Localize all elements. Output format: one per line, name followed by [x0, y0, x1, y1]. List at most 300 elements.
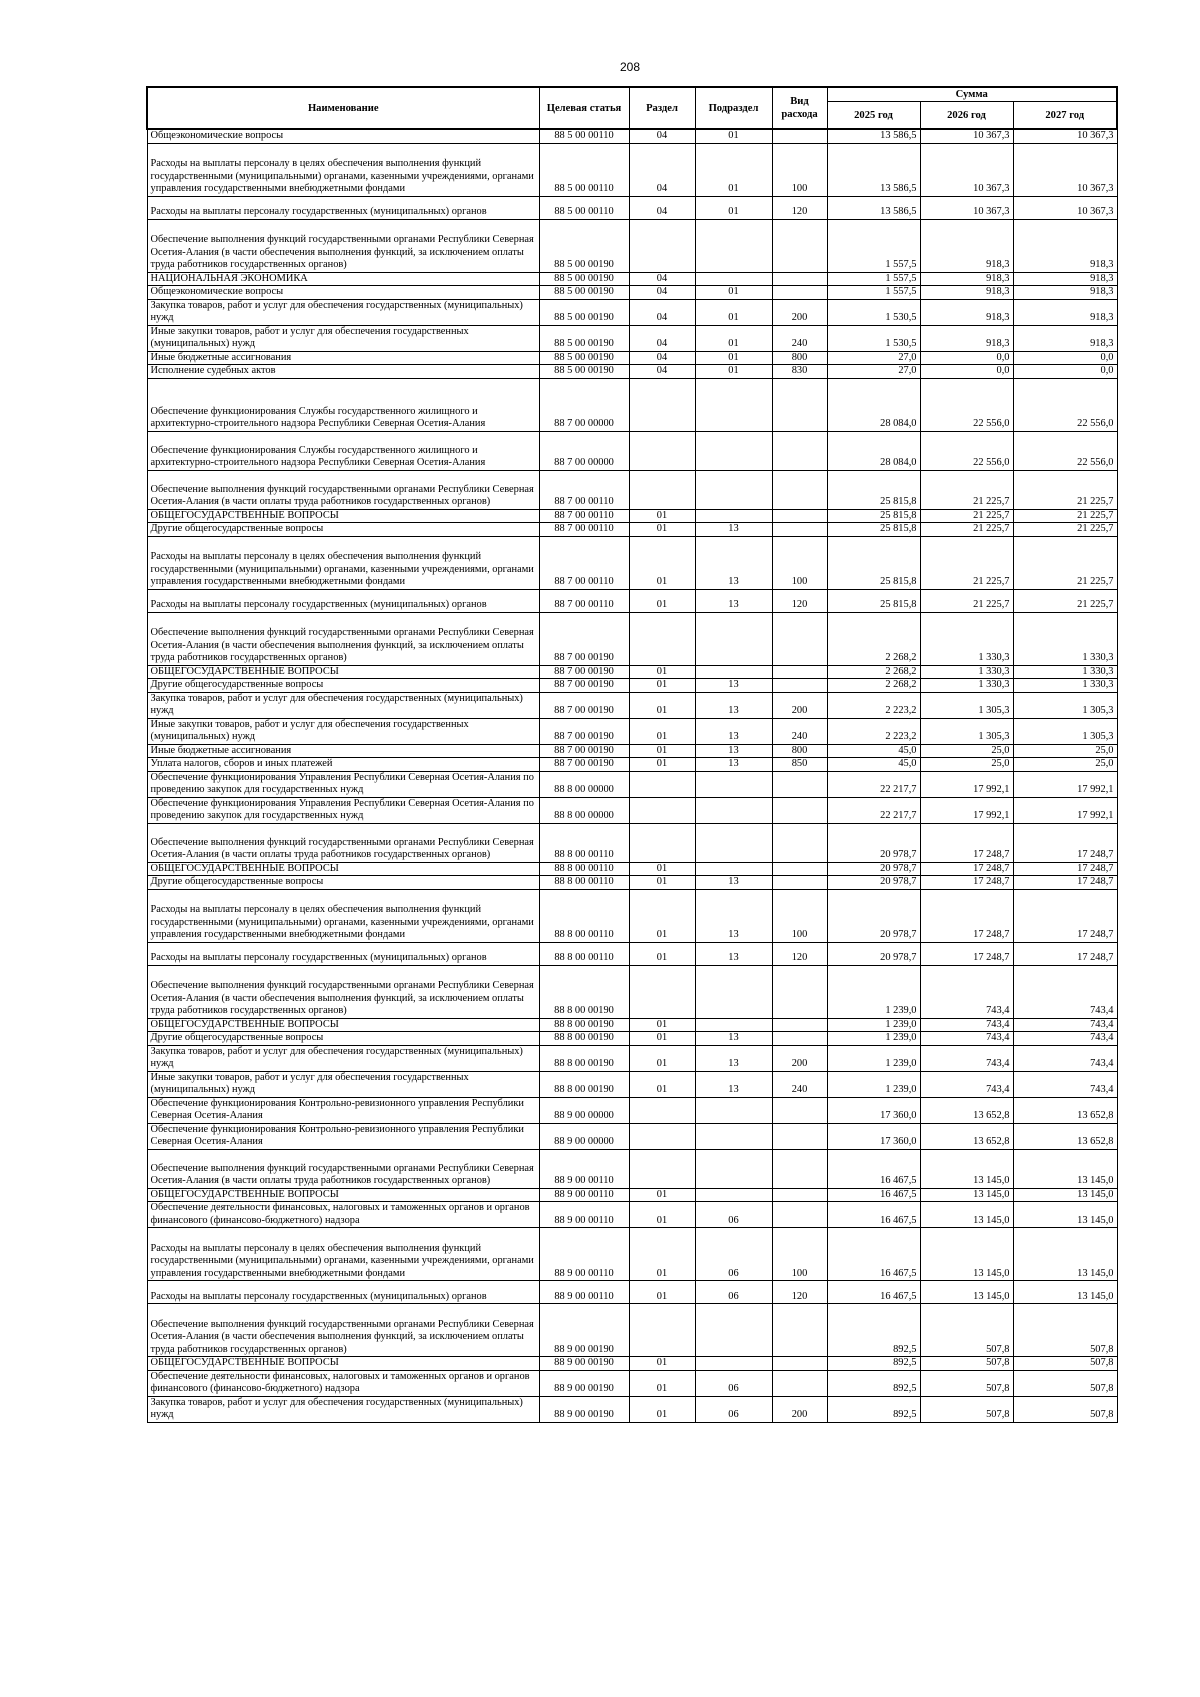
- row-code: 88 5 00 00110: [539, 129, 629, 143]
- row-value-2026: 17 248,7: [920, 942, 1013, 965]
- row-value-2025: 1 239,0: [827, 965, 920, 1018]
- row-value-2026: 918,3: [920, 272, 1013, 286]
- row-name: ОБЩЕГОСУДАРСТВЕННЫЕ ВОПРОСЫ: [147, 665, 539, 679]
- row-kind: 100: [772, 889, 827, 942]
- row-section: [629, 1123, 695, 1149]
- row-name: Обеспечение выполнения функций государственными органами Республики Северная Осетия-Алания (в части обеспечения выполнения функций, за исключением оплаты труда работников государственных органов): [147, 612, 539, 665]
- row-subsection: 13: [695, 536, 772, 589]
- table-body: [147, 129, 1117, 1422]
- row-value-2025: 16 467,5: [827, 1228, 920, 1281]
- row-subsection: [695, 509, 772, 523]
- table-row: [147, 1396, 1117, 1422]
- row-value-2026: 918,3: [920, 299, 1013, 325]
- row-value-2026: 10 367,3: [920, 129, 1013, 143]
- row-value-2026: 21 225,7: [920, 536, 1013, 589]
- row-subsection: 01: [695, 196, 772, 219]
- row-name: ОБЩЕГОСУДАРСТВЕННЫЕ ВОПРОСЫ: [147, 862, 539, 876]
- row-code: 88 7 00 00110: [539, 589, 629, 612]
- row-name: Обеспечение функционирования Службы государственного жилищного и архитектурно-строительного надзора Республики Северная Осетия-Алания: [147, 431, 539, 470]
- row-kind: [772, 797, 827, 823]
- row-value-2027: 17 248,7: [1013, 876, 1117, 890]
- row-value-2027: 507,8: [1013, 1357, 1117, 1371]
- row-value-2026: 1 305,3: [920, 692, 1013, 718]
- row-subsection: [695, 1188, 772, 1202]
- header-code: Целевая статья: [539, 87, 629, 129]
- row-name: Обеспечение функционирования Контрольно-ревизионного управления Республики Северная Осетия-Алания: [147, 1123, 539, 1149]
- row-subsection: [695, 965, 772, 1018]
- row-name: Обеспечение деятельности финансовых, налоговых и таможенных органов и органов финансового (финансово-бюджетного) надзора: [147, 1202, 539, 1228]
- row-name: Общеэкономические вопросы: [147, 129, 539, 143]
- row-name: Обеспечение выполнения функций государственными органами Республики Северная Осетия-Алания (в части обеспечения выполнения функций, за исключением оплаты труда работников государственных органов): [147, 219, 539, 272]
- row-section: 01: [629, 758, 695, 772]
- row-value-2025: 1 239,0: [827, 1018, 920, 1032]
- row-value-2026: 17 992,1: [920, 771, 1013, 797]
- row-value-2027: 17 992,1: [1013, 771, 1117, 797]
- row-kind: 240: [772, 718, 827, 744]
- row-kind: 100: [772, 536, 827, 589]
- row-value-2027: 743,4: [1013, 965, 1117, 1018]
- row-subsection: 13: [695, 744, 772, 758]
- row-kind: [772, 862, 827, 876]
- row-section: 01: [629, 889, 695, 942]
- row-value-2026: 1 330,3: [920, 612, 1013, 665]
- table-row: [147, 299, 1117, 325]
- header-2026: 2026 год: [920, 102, 1013, 130]
- row-value-2027: 13 145,0: [1013, 1228, 1117, 1281]
- row-subsection: [695, 1018, 772, 1032]
- table-row: [147, 536, 1117, 589]
- row-section: 01: [629, 509, 695, 523]
- table-row: [147, 744, 1117, 758]
- row-section: 01: [629, 876, 695, 890]
- row-kind: [772, 272, 827, 286]
- table-row: [147, 1018, 1117, 1032]
- row-value-2025: 1 530,5: [827, 299, 920, 325]
- row-value-2027: 918,3: [1013, 286, 1117, 300]
- row-code: 88 7 00 00190: [539, 612, 629, 665]
- row-code: 88 8 00 00190: [539, 1032, 629, 1046]
- row-value-2027: 743,4: [1013, 1018, 1117, 1032]
- row-code: 88 7 00 00190: [539, 758, 629, 772]
- row-section: 01: [629, 679, 695, 693]
- row-value-2027: 25,0: [1013, 744, 1117, 758]
- row-value-2025: 1 557,5: [827, 272, 920, 286]
- row-kind: 100: [772, 143, 827, 196]
- row-kind: 800: [772, 744, 827, 758]
- row-subsection: 13: [695, 589, 772, 612]
- row-value-2026: 507,8: [920, 1304, 1013, 1357]
- row-section: 01: [629, 1202, 695, 1228]
- table-row: [147, 758, 1117, 772]
- row-value-2026: 10 367,3: [920, 196, 1013, 219]
- row-value-2025: 892,5: [827, 1370, 920, 1396]
- table-row: [147, 509, 1117, 523]
- row-kind: [772, 470, 827, 509]
- row-code: 88 9 00 00000: [539, 1123, 629, 1149]
- row-code: 88 7 00 00190: [539, 744, 629, 758]
- row-name: Расходы на выплаты персоналу государственных (муниципальных) органов: [147, 589, 539, 612]
- row-value-2026: 21 225,7: [920, 589, 1013, 612]
- row-subsection: [695, 1123, 772, 1149]
- table-row: [147, 1357, 1117, 1371]
- row-value-2025: 45,0: [827, 758, 920, 772]
- row-value-2025: 2 268,2: [827, 612, 920, 665]
- row-subsection: 13: [695, 523, 772, 537]
- row-subsection: [695, 1149, 772, 1188]
- row-value-2027: 21 225,7: [1013, 589, 1117, 612]
- row-kind: 200: [772, 692, 827, 718]
- row-subsection: [695, 823, 772, 862]
- row-name: Обеспечение выполнения функций государственными органами Республики Северная Осетия-Алания (в части оплаты труда работников государственных органов): [147, 470, 539, 509]
- row-value-2025: 16 467,5: [827, 1202, 920, 1228]
- row-code: 88 9 00 00190: [539, 1357, 629, 1371]
- row-value-2027: 17 248,7: [1013, 823, 1117, 862]
- table-row: [147, 771, 1117, 797]
- row-value-2025: 1 557,5: [827, 219, 920, 272]
- row-subsection: 06: [695, 1370, 772, 1396]
- row-value-2025: 28 084,0: [827, 378, 920, 431]
- row-section: 01: [629, 942, 695, 965]
- row-value-2025: 25 815,8: [827, 589, 920, 612]
- row-value-2025: 28 084,0: [827, 431, 920, 470]
- row-code: 88 9 00 00110: [539, 1281, 629, 1304]
- row-subsection: 01: [695, 365, 772, 379]
- row-section: 04: [629, 286, 695, 300]
- row-section: 01: [629, 718, 695, 744]
- row-value-2026: 13 145,0: [920, 1281, 1013, 1304]
- row-code: 88 7 00 00190: [539, 679, 629, 693]
- table-row: [147, 365, 1117, 379]
- row-value-2025: 13 586,5: [827, 143, 920, 196]
- row-name: Обеспечение деятельности финансовых, налоговых и таможенных органов и органов финансового (финансово-бюджетного) надзора: [147, 1370, 539, 1396]
- row-value-2025: 20 978,7: [827, 876, 920, 890]
- row-kind: 200: [772, 1045, 827, 1071]
- row-value-2026: 1 305,3: [920, 718, 1013, 744]
- row-section: 04: [629, 129, 695, 143]
- row-section: 01: [629, 523, 695, 537]
- row-code: 88 9 00 00110: [539, 1202, 629, 1228]
- row-kind: [772, 523, 827, 537]
- row-subsection: 13: [695, 876, 772, 890]
- row-value-2025: 16 467,5: [827, 1149, 920, 1188]
- row-code: 88 7 00 00110: [539, 509, 629, 523]
- row-name: ОБЩЕГОСУДАРСТВЕННЫЕ ВОПРОСЫ: [147, 1018, 539, 1032]
- row-kind: [772, 1357, 827, 1371]
- row-code: 88 8 00 00110: [539, 942, 629, 965]
- row-subsection: [695, 665, 772, 679]
- table-row: [147, 470, 1117, 509]
- row-name: Иные закупки товаров, работ и услуг для обеспечения государственных (муниципальных) нужд: [147, 718, 539, 744]
- row-name: Расходы на выплаты персоналу в целях обеспечения выполнения функций государственными (муниципальными) органами, казенными учреждениями, органами управления государственными внебюджетными фондами: [147, 143, 539, 196]
- row-kind: [772, 823, 827, 862]
- row-subsection: 01: [695, 286, 772, 300]
- row-kind: [772, 771, 827, 797]
- row-value-2027: 0,0: [1013, 365, 1117, 379]
- row-value-2026: 13 145,0: [920, 1228, 1013, 1281]
- row-value-2025: 2 268,2: [827, 665, 920, 679]
- table-row: [147, 679, 1117, 693]
- row-code: 88 7 00 00110: [539, 470, 629, 509]
- row-section: [629, 771, 695, 797]
- row-section: 01: [629, 1188, 695, 1202]
- row-code: 88 5 00 00190: [539, 272, 629, 286]
- row-value-2027: 17 248,7: [1013, 889, 1117, 942]
- row-value-2025: 1 239,0: [827, 1071, 920, 1097]
- row-subsection: [695, 378, 772, 431]
- row-code: 88 8 00 00190: [539, 965, 629, 1018]
- row-subsection: [695, 797, 772, 823]
- row-name: Обеспечение выполнения функций государственными органами Республики Северная Осетия-Алания (в части оплаты труда работников государственных органов): [147, 823, 539, 862]
- row-subsection: 06: [695, 1202, 772, 1228]
- row-value-2027: 17 992,1: [1013, 797, 1117, 823]
- row-name: ОБЩЕГОСУДАРСТВЕННЫЕ ВОПРОСЫ: [147, 1357, 539, 1371]
- row-subsection: [695, 1357, 772, 1371]
- row-value-2027: 13 145,0: [1013, 1202, 1117, 1228]
- row-section: 04: [629, 351, 695, 365]
- row-subsection: [695, 272, 772, 286]
- table-row: [147, 196, 1117, 219]
- row-value-2026: 25,0: [920, 744, 1013, 758]
- row-section: 01: [629, 1228, 695, 1281]
- row-kind: [772, 1304, 827, 1357]
- table-row: [147, 1304, 1117, 1357]
- row-section: 01: [629, 1370, 695, 1396]
- table-row: [147, 431, 1117, 470]
- row-value-2027: 17 248,7: [1013, 942, 1117, 965]
- row-section: 01: [629, 536, 695, 589]
- row-code: 88 7 00 00110: [539, 523, 629, 537]
- table-row: [147, 1281, 1117, 1304]
- row-value-2025: 892,5: [827, 1304, 920, 1357]
- row-value-2026: 21 225,7: [920, 470, 1013, 509]
- table-row: [147, 876, 1117, 890]
- row-value-2026: 743,4: [920, 1018, 1013, 1032]
- row-value-2026: 743,4: [920, 1032, 1013, 1046]
- row-code: 88 9 00 00110: [539, 1149, 629, 1188]
- table-row: [147, 692, 1117, 718]
- row-subsection: 01: [695, 351, 772, 365]
- row-section: 04: [629, 143, 695, 196]
- table-row: [147, 889, 1117, 942]
- row-subsection: 13: [695, 679, 772, 693]
- row-section: 04: [629, 325, 695, 351]
- row-value-2027: 10 367,3: [1013, 129, 1117, 143]
- row-kind: [772, 286, 827, 300]
- row-subsection: 13: [695, 889, 772, 942]
- row-section: [629, 823, 695, 862]
- row-value-2027: 10 367,3: [1013, 196, 1117, 219]
- row-value-2025: 17 360,0: [827, 1123, 920, 1149]
- table-row: [147, 219, 1117, 272]
- row-kind: [772, 509, 827, 523]
- table-row: [147, 286, 1117, 300]
- row-subsection: 06: [695, 1228, 772, 1281]
- table-row: [147, 1149, 1117, 1188]
- row-kind: [772, 1202, 827, 1228]
- row-name: Обеспечение выполнения функций государственными органами Республики Северная Осетия-Алания (в части обеспечения выполнения функций, за исключением оплаты труда работников государственных органов): [147, 1304, 539, 1357]
- row-value-2026: 918,3: [920, 325, 1013, 351]
- row-value-2025: 2 223,2: [827, 718, 920, 744]
- row-value-2027: 21 225,7: [1013, 523, 1117, 537]
- row-value-2026: 17 248,7: [920, 889, 1013, 942]
- header-subsection: Подраздел: [695, 87, 772, 129]
- row-code: 88 5 00 00190: [539, 286, 629, 300]
- row-value-2027: 918,3: [1013, 272, 1117, 286]
- row-code: 88 8 00 00110: [539, 876, 629, 890]
- row-value-2027: 507,8: [1013, 1396, 1117, 1422]
- row-value-2027: 1 305,3: [1013, 718, 1117, 744]
- row-subsection: 13: [695, 758, 772, 772]
- row-value-2025: 892,5: [827, 1396, 920, 1422]
- row-subsection: 01: [695, 325, 772, 351]
- row-kind: 120: [772, 196, 827, 219]
- row-value-2025: 45,0: [827, 744, 920, 758]
- row-subsection: [695, 771, 772, 797]
- table-row: [147, 862, 1117, 876]
- row-code: 88 7 00 00190: [539, 718, 629, 744]
- row-code: 88 8 00 00110: [539, 862, 629, 876]
- row-name: Иные бюджетные ассигнования: [147, 744, 539, 758]
- row-kind: [772, 1188, 827, 1202]
- row-section: [629, 378, 695, 431]
- row-value-2027: 918,3: [1013, 219, 1117, 272]
- row-kind: [772, 965, 827, 1018]
- row-section: [629, 1304, 695, 1357]
- row-value-2026: 1 330,3: [920, 665, 1013, 679]
- row-subsection: [695, 470, 772, 509]
- row-subsection: 01: [695, 129, 772, 143]
- row-section: 01: [629, 1018, 695, 1032]
- row-value-2026: 17 248,7: [920, 862, 1013, 876]
- row-value-2026: 0,0: [920, 365, 1013, 379]
- row-value-2026: 22 556,0: [920, 431, 1013, 470]
- row-value-2026: 507,8: [920, 1370, 1013, 1396]
- row-kind: [772, 1097, 827, 1123]
- row-kind: [772, 431, 827, 470]
- row-name: Уплата налогов, сборов и иных платежей: [147, 758, 539, 772]
- row-code: 88 9 00 00190: [539, 1396, 629, 1422]
- row-value-2025: 2 268,2: [827, 679, 920, 693]
- row-value-2026: 13 145,0: [920, 1188, 1013, 1202]
- row-name: Иные закупки товаров, работ и услуг для обеспечения государственных (муниципальных) нужд: [147, 1071, 539, 1097]
- row-value-2027: 507,8: [1013, 1370, 1117, 1396]
- row-value-2027: 918,3: [1013, 325, 1117, 351]
- row-section: [629, 1097, 695, 1123]
- row-code: 88 9 00 00190: [539, 1370, 629, 1396]
- table-row: [147, 1228, 1117, 1281]
- row-code: 88 5 00 00110: [539, 196, 629, 219]
- row-code: 88 9 00 00190: [539, 1304, 629, 1357]
- row-kind: [772, 1149, 827, 1188]
- row-name: Другие общегосударственные вопросы: [147, 679, 539, 693]
- row-value-2027: 13 145,0: [1013, 1149, 1117, 1188]
- row-name: Иные закупки товаров, работ и услуг для обеспечения государственных (муниципальных) нужд: [147, 325, 539, 351]
- row-code: 88 7 00 00190: [539, 665, 629, 679]
- row-value-2026: 743,4: [920, 1071, 1013, 1097]
- row-name: Обеспечение функционирования Службы государственного жилищного и архитектурно-строительного надзора Республики Северная Осетия-Алания: [147, 378, 539, 431]
- table-row: [147, 665, 1117, 679]
- header-section: Раздел: [629, 87, 695, 129]
- row-code: 88 8 00 00190: [539, 1018, 629, 1032]
- header-name: Наименование: [147, 87, 539, 129]
- row-subsection: 01: [695, 299, 772, 325]
- row-name: ОБЩЕГОСУДАРСТВЕННЫЕ ВОПРОСЫ: [147, 509, 539, 523]
- table-row: [147, 1188, 1117, 1202]
- table-row: [147, 1045, 1117, 1071]
- row-name: Другие общегосударственные вопросы: [147, 1032, 539, 1046]
- row-value-2026: 17 248,7: [920, 876, 1013, 890]
- row-value-2025: 16 467,5: [827, 1188, 920, 1202]
- row-value-2025: 1 239,0: [827, 1045, 920, 1071]
- row-value-2027: 918,3: [1013, 299, 1117, 325]
- row-kind: 240: [772, 325, 827, 351]
- row-name: Закупка товаров, работ и услуг для обеспечения государственных (муниципальных) нужд: [147, 1045, 539, 1071]
- row-value-2027: 0,0: [1013, 351, 1117, 365]
- row-name: Иные бюджетные ассигнования: [147, 351, 539, 365]
- row-value-2027: 13 652,8: [1013, 1123, 1117, 1149]
- row-kind: 830: [772, 365, 827, 379]
- table-row: [147, 797, 1117, 823]
- row-section: [629, 470, 695, 509]
- header-2025: 2025 год: [827, 102, 920, 130]
- row-name: Общеэкономические вопросы: [147, 286, 539, 300]
- row-code: 88 8 00 00110: [539, 823, 629, 862]
- row-subsection: [695, 1097, 772, 1123]
- table-row: [147, 1202, 1117, 1228]
- row-value-2026: 13 652,8: [920, 1097, 1013, 1123]
- row-section: [629, 431, 695, 470]
- row-value-2025: 20 978,7: [827, 942, 920, 965]
- row-subsection: 01: [695, 143, 772, 196]
- row-kind: 850: [772, 758, 827, 772]
- row-value-2027: 21 225,7: [1013, 470, 1117, 509]
- row-name: Исполнение судебных актов: [147, 365, 539, 379]
- row-value-2026: 22 556,0: [920, 378, 1013, 431]
- row-value-2027: 22 556,0: [1013, 431, 1117, 470]
- row-value-2025: 25 815,8: [827, 536, 920, 589]
- row-value-2025: 2 223,2: [827, 692, 920, 718]
- row-section: 01: [629, 744, 695, 758]
- row-section: [629, 797, 695, 823]
- row-code: 88 7 00 00190: [539, 692, 629, 718]
- row-value-2025: 25 815,8: [827, 470, 920, 509]
- row-name: Расходы на выплаты персоналу государственных (муниципальных) органов: [147, 196, 539, 219]
- row-value-2025: 25 815,8: [827, 523, 920, 537]
- row-code: 88 5 00 00190: [539, 299, 629, 325]
- row-section: [629, 965, 695, 1018]
- row-value-2026: 918,3: [920, 219, 1013, 272]
- row-code: 88 5 00 00190: [539, 365, 629, 379]
- row-value-2026: 918,3: [920, 286, 1013, 300]
- budget-table: [146, 86, 1118, 1423]
- row-code: 88 7 00 00000: [539, 431, 629, 470]
- row-code: 88 5 00 00190: [539, 325, 629, 351]
- row-section: [629, 1149, 695, 1188]
- row-name: Расходы на выплаты персоналу государственных (муниципальных) органов: [147, 1281, 539, 1304]
- table-row: [147, 589, 1117, 612]
- row-section: 01: [629, 1357, 695, 1371]
- row-kind: [772, 612, 827, 665]
- table-row: [147, 143, 1117, 196]
- row-subsection: 13: [695, 1071, 772, 1097]
- table-row: [147, 612, 1117, 665]
- row-subsection: [695, 612, 772, 665]
- row-value-2027: 10 367,3: [1013, 143, 1117, 196]
- row-value-2027: 21 225,7: [1013, 536, 1117, 589]
- table-row: [147, 1123, 1117, 1149]
- row-value-2025: 13 586,5: [827, 129, 920, 143]
- row-subsection: [695, 431, 772, 470]
